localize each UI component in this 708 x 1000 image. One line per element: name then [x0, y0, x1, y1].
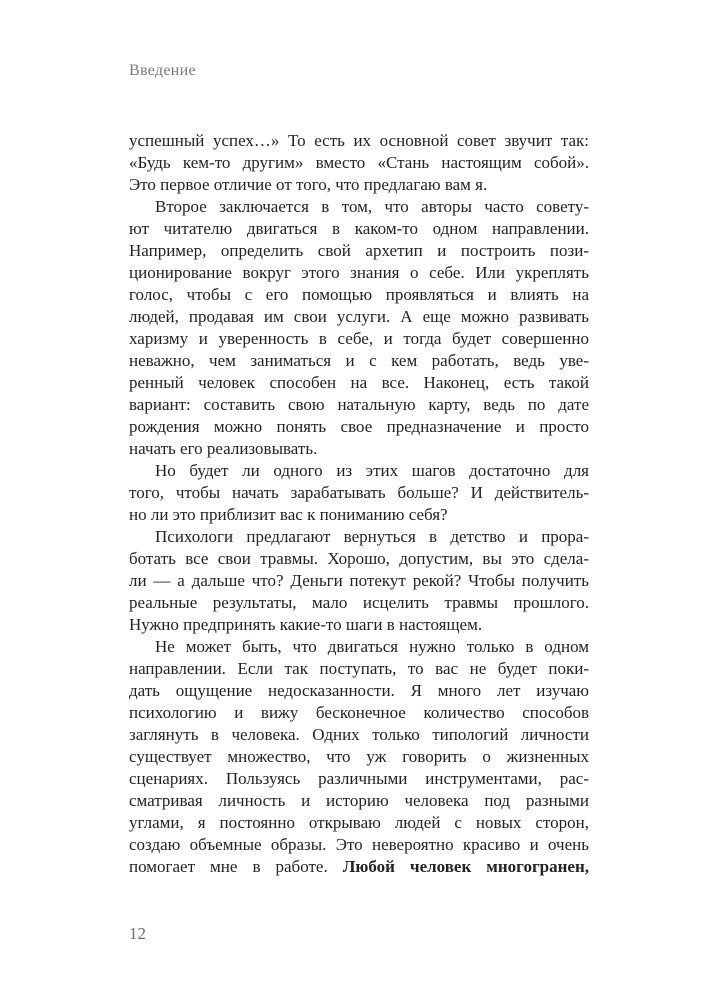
text-line: реальные результаты, мало исцелить травмы прошлого. [129, 593, 589, 612]
text-line: ботать все свои травмы. Хорошо, допустим, вы это сдела- [129, 549, 589, 568]
text-line: того, чтобы начать зарабатывать больше? И действитель- [129, 483, 589, 502]
text-line: заглянуть в человека. Одних только типологий личности [129, 725, 589, 744]
bold-text-segment: Любой человек многогранен, [342, 857, 589, 876]
text-line: «Будь кем-то другим» вместо «Стань настоящим собой». [129, 153, 589, 172]
text-line: Не может быть, что двигаться нужно только в одном [155, 637, 589, 656]
text-line: ют читателю двигаться в каком-то одном направлении. [129, 219, 589, 238]
text-line [129, 856, 589, 878]
text-line: психологию и вижу бесконечное количество способов [129, 703, 589, 722]
text-line: ренный человек способен на все. Наконец, есть такой [129, 373, 589, 392]
text-line: ли — а дальше что? Деньги потекут рекой? Чтобы получить [129, 571, 589, 590]
running-header: Введение [129, 62, 196, 79]
text-line: но ли это приблизит вас к пониманию себя? [129, 505, 448, 524]
text-line: создаю объемные образы. Это невероятно красиво и очень [129, 835, 589, 854]
text-line: неважно, чем заниматься и с кем работать, ведь уве- [129, 351, 589, 370]
text-line: существует множество, что уж говорить о жизненных [129, 747, 589, 766]
text-line: Но будет ли одного из этих шагов достаточно для [155, 461, 589, 480]
text-line: Психологи предлагают вернуться в детство и прора- [155, 527, 589, 546]
text-line: ционирование вокруг этого знания о себе. Или укреплять [129, 263, 589, 282]
text-line: вариант: составить свою натальную карту, ведь по дате [129, 395, 589, 414]
page-number: 12 [129, 924, 146, 943]
text-line: направлении. Если так поступать, то вас не будет поки- [129, 659, 589, 678]
text-line: Это первое отличие от того, что предлагаю вам я. [129, 175, 488, 194]
text-line: людей, продавая им свои услуги. А еще можно развивать [129, 307, 589, 326]
text-segment: помогает мне в работе. [129, 857, 343, 876]
text-line: голос, чтобы с его помощью проявляться и влиять на [129, 285, 589, 304]
text-line: сматривая личность и историю человека под разными [129, 791, 589, 810]
text-line: Второе заключается в том, что авторы часто совету- [155, 197, 589, 216]
text-line: дать ощущение недосказанности. Я много лет изучаю [129, 681, 589, 700]
text-line: успешный успех…» То есть их основной совет звучит так: [129, 131, 589, 150]
text-line: Например, определить свой архетип и построить пози- [129, 241, 589, 260]
text-line: сценариях. Пользуясь различными инструментами, рас- [129, 769, 589, 788]
text-line: углами, я постоянно открываю людей с новых сторон, [129, 813, 589, 832]
text-block [129, 130, 589, 878]
text-line: начать его реализовывать. [129, 439, 318, 458]
text-line: харизму и уверенность в себе, и тогда будет совершенно [129, 329, 589, 348]
text-line: рождения можно понять свое предназначение и просто [129, 417, 589, 436]
text-line: Нужно предпринять какие-то шаги в настоящем. [129, 615, 483, 634]
